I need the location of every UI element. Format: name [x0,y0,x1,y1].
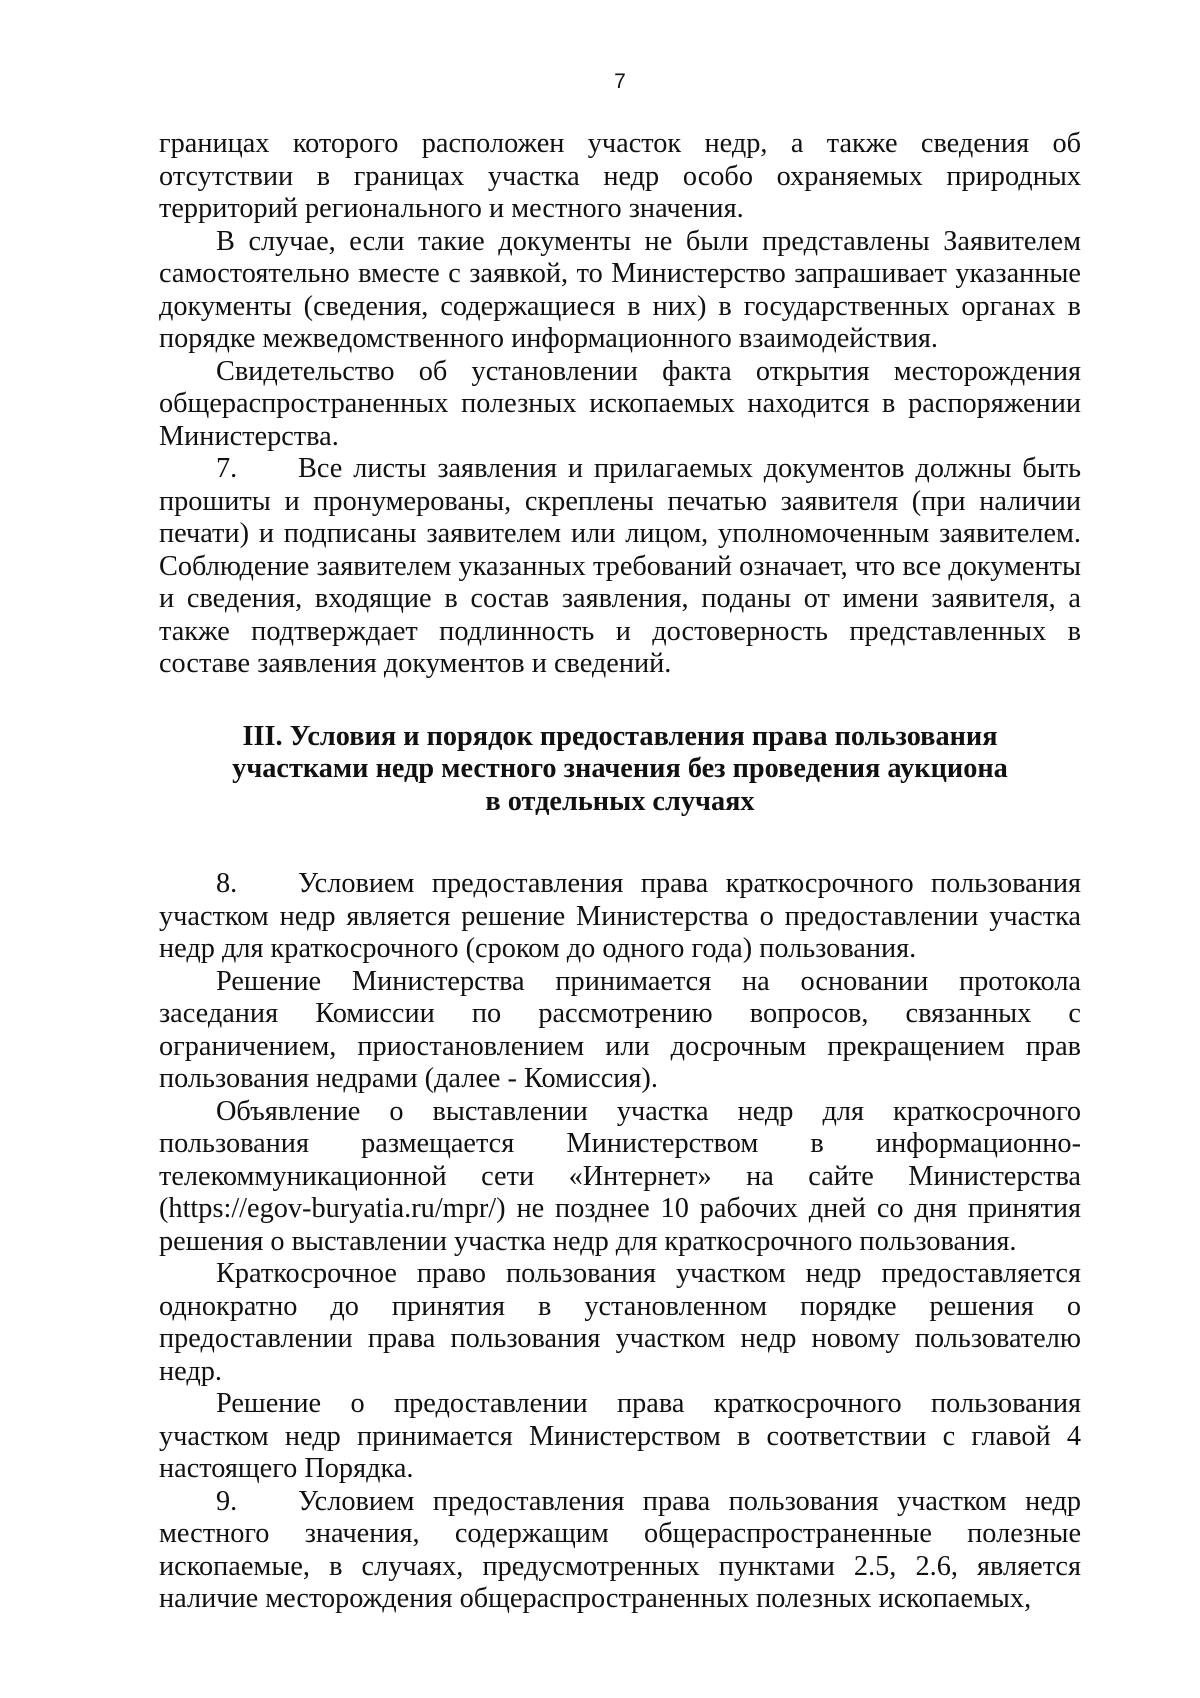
paragraph-decision-basis: Решение Министерства принимается на основании протокола заседания Комиссии по рассмотрению вопросов, связанных с ограничением, приостановлением или досрочным прекращением прав пользования недрами (далее - Комиссия). [159,965,1081,1094]
item-number: 7. [216,453,238,484]
item-text: Условием предоставления права краткосрочного пользования участком недр является решение Министерства о предоставлении участка недр для краткосрочного (сроком до одного года) пользования. [159,868,1081,964]
paragraph-item-9 [159,1486,1081,1616]
paragraph-item-7 [159,453,1081,681]
paragraph-short-term-right: Краткосрочное право пользования участком недр предоставляется однократно до принятия в установленном порядке решения о предоставлении права пользования участком недр новому пользователю недр. [159,1258,1081,1387]
document-body [159,128,1081,1616]
section-heading-line-1: III. Условия и порядок предоставления права пользования [242,720,998,752]
paragraph-item-8 [159,868,1081,966]
section-heading-line-2: участками недр местного значения без проведения аукциона [232,753,1008,784]
paragraph-continuation: границах которого расположен участок недр, а также сведения об отсутствии в границах участка недр особо охраняемых природных территорий регионального и местного значения. [159,128,1081,224]
section-heading-line-3: в отдельных случаях [485,785,755,817]
item-number: 9. [216,1485,238,1517]
item-text: Условием предоставления права пользования участком недр местного значения, содержащим общераспространенные полезные ископаемые, в случаях, предусмотренных пунктами 2.5, 2.6, является наличие месторождения общераспространенных полезных ископаемых, [159,1485,1081,1614]
paragraph-announcement: Объявление о выставлении участка недр для краткосрочного пользования размещается Министерством в информационно-телекоммуникационной сети «Интернет» на сайте Министерства (https://egov-buryatia.ru/mpr/) не позднее 10 рабочих дней со дня принятия решения о выставлении участка недр для краткосрочного пользования. [159,1095,1081,1257]
item-text: Все листы заявления и прилагаемых документов должны быть прошиты и пронумерованы, скреплены печатью заявителя (при наличии печати) и подписаны заявителем или лицом, уполномоченным заявителем. Соблюдение заявителем указанных требований означает, что все документы и сведения, входящие в состав заявления, поданы от имени заявителя, а также подтверждает подлинность и достоверность представленных в составе заявления документов и сведений. [159,453,1081,679]
paragraph-decision-chapter-4: Решение о предоставлении права краткосрочного пользования участком недр принимается Министерством в соответствии с главой 4 настоящего Порядка. [159,1388,1081,1484]
paragraph-certificate: Свидетельство об установлении факта открытия месторождения общераспространенных полезных ископаемых находится в распоряжении Министерства. [159,355,1081,452]
page-number: 7 [614,70,626,93]
section-heading [159,721,1081,819]
paragraph-documents-request: В случае, если такие документы не были представлены Заявителем самостоятельно вместе с заявкой, то Министерство запрашивает указанные документы (сведения, содержащиеся в них) в государственных органах в порядке межведомственного информационного взаимодействия. [159,225,1081,354]
item-number: 8. [216,868,238,899]
